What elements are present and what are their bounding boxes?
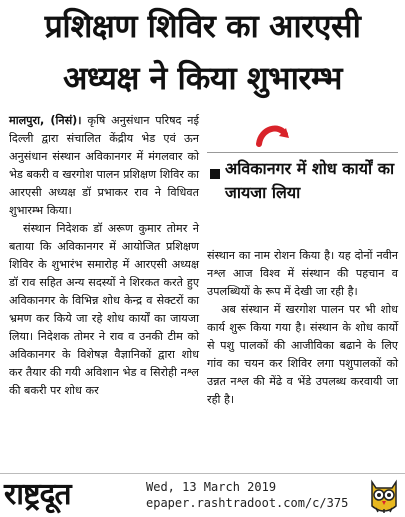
article-left-column [9,112,199,472]
dateline: मालपुरा, (निसं)। [9,114,82,127]
callout-rule [207,152,398,153]
red-curved-arrow-icon [253,120,293,150]
bullet-square-icon [210,169,220,179]
callout-text: अविकानगर में शोध कार्यों का जायजा लिया [225,159,395,202]
epaper-url[interactable]: epaper.rashtradoot.com/c/375 [146,496,349,510]
article-paragraph-4: अब संस्थान में खरगोश पालन पर भी शोध कार्य शुरू किया गया है। संस्थान के शोध कार्यो से पशु पालकों की आजीविका बढाने के लिए गांव का चयन कर शिविर लगा पशुपालकों को उन्नत नश्ल की मेंढे व भेंडे उपलब्ध करवायी जा रही है। [207,303,398,406]
article-paragraph-1-text: कृषि अनुसंधान परिषद नई दिल्ली द्वारा संचालित केंद्रीय भेड एवं ऊन अनुसंधान संस्थान अविकानगर में मंगलवार को भेड बकरी व खरगोश पालन प्रशिक्षण शिविर का आरएसी अध्यक्ष डॉ प्रभाकर राव ने विधिवत शुभारम्भ किया। [9,114,199,217]
edition-date: Wed, 13 March 2019 [146,480,277,494]
article-right-column [207,247,398,472]
brand-logo: राष्ट्रदूत [4,477,71,512]
article-paragraph-3: संस्थान का नाम रोशन किया है। यह दोनों नवीन नश्ल आज विश्व में संस्थान की पहचान व उपलब्धियों के रूप में देखी जा रही है। [207,249,398,298]
footer [0,474,405,517]
article-paragraph-1 [9,112,199,220]
headline [0,0,405,108]
headline-line-2: अध्यक्ष ने किया शुभारम्भ [62,59,343,97]
owl-icon [366,476,402,516]
callout-box [207,112,398,240]
headline-line-1: प्रशिक्षण शिविर का आरएसी [44,7,361,45]
article-paragraph-2: संस्थान निदेशक डॉ अरूण कुमार तोमर ने बताया कि अविकानगर में आयोजित प्रशिक्षण शिविर के शुभारंभ समारोह में आरएसी अध्यक्ष डॉ राव सहित अन्य सदस्यों ने शिरकत करते हुए अविकानगर के विभिन्न शोध केन्द्र व सेक्टरों का भ्रमण कर किये जा रहे शोध कार्यों का जायजा लिया। निदेशक तोमर ने राव व उनकी टीम को अविकानगर के विशेषज्ञ वैज्ञानिकों द्वारा शोध कर तैयार की गयी अविशान भेड व सिरोही नश्ल की बकरी पर शोध कर [9,222,199,397]
